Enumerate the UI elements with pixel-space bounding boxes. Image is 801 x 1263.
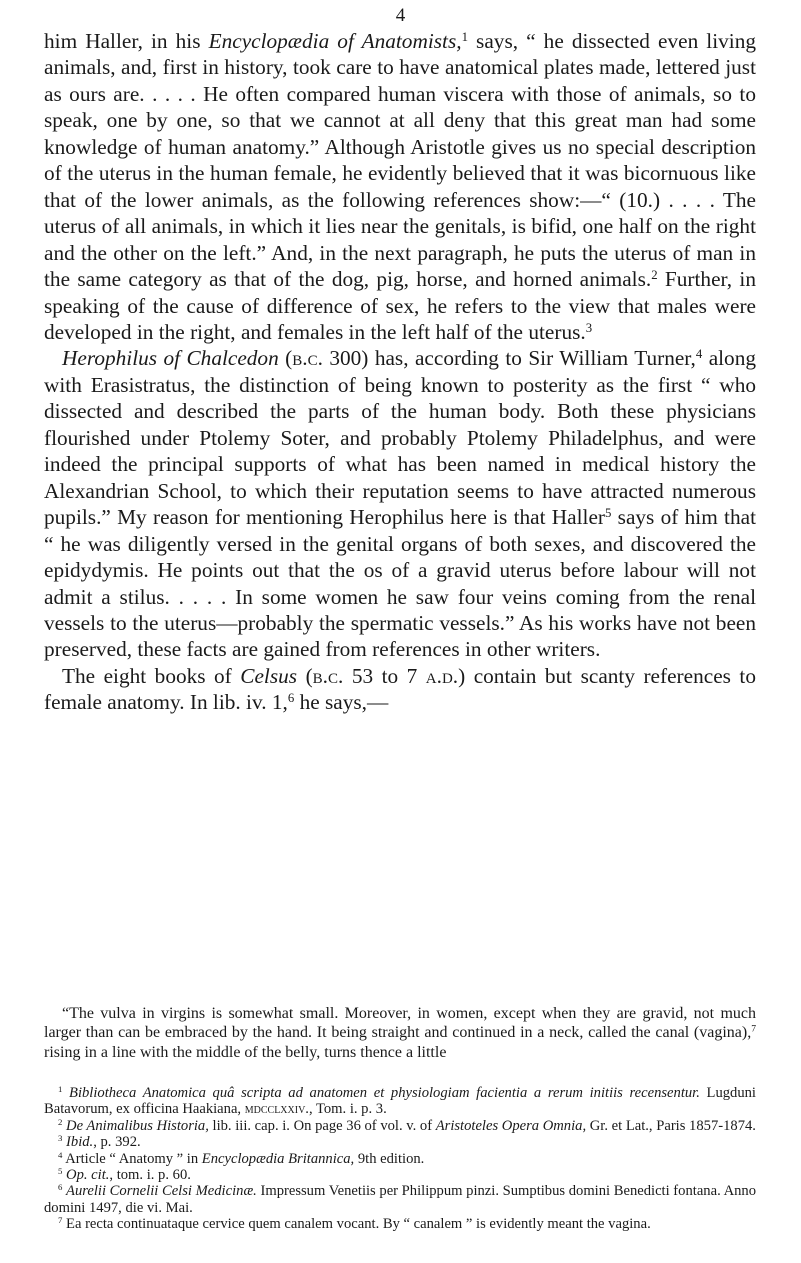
text-run: along with Erasistratus, the distinction of being known to posterity as the first “ who dissected and described the parts of the human body. Both these physicians flourished under Ptolemy Soter, and probably Ptolemy Philadelphus, and were indeed the principal supports of what has been named in medical history the Alexandrian School, to which their reputation seems to have attracted numerous pupils.” My reason for mentioning Herophilus here is that Haller: [44, 346, 757, 530]
footnote-marker: 2: [651, 268, 658, 283]
footnote: [44, 1085, 756, 1118]
text-run: ) contain but scanty references to female anatomy. In lib. iv. 1,: [44, 663, 756, 715]
italic-text: De Animalibus Historia,: [66, 1117, 209, 1134]
text-run: , tom. i. p. 60.: [109, 1167, 191, 1184]
text-run: says, “ he dissected even living animals, and, first in history, took care to have anatomical plates made, lettered just as ours are. . . . . He often compared human viscera with those of animals, so to speak, one by one, so that we cannot at all deny that this great man had some knowledge of human anatomy.” Although Aristotle gives us no special description of the uterus in the human female, he evidently believed that it was bicornuous like that of the lower animals, as the following references show:—“ (10.) . . . . The uterus of all animals, in which it lies near the genitals, is bifid, one half on the right and the other on the left.” And, in the next paragraph, he puts the uterus of man in the same category as that of the dog, pig, horse, and horned animals.: [44, 29, 757, 292]
footnote-marker: 4: [695, 347, 703, 362]
italic-text: Encyclopædia of Anatomists,: [208, 29, 462, 53]
footnote: [44, 1134, 756, 1150]
footnote: [44, 1216, 756, 1232]
paragraph-continuation: [44, 28, 756, 345]
text-run: 300) has, according to Sir William Turner,: [322, 346, 696, 371]
text-run: says of him that “ he was diligently versed in the genital organs of both sexes, and discovered the epidydymis. He points out that the os of a gravid uterus before labour will not admit a stilus. . . . . In some women he saw four veins coming from the renal vessels to the uterus—probably the spermatic vessels.” As his works have not been preserved, these facts are gained from references in other writers.: [44, 505, 756, 662]
italic-text: Ibid.: [66, 1134, 94, 1151]
main-text: [44, 28, 756, 716]
small-caps-text: b.c.: [312, 663, 344, 688]
text-run: , Tom. i. p. 3.: [308, 1101, 387, 1118]
page-number: 4: [395, 5, 406, 26]
footnote-marker: 7: [751, 1024, 756, 1036]
footnote-marker: 7: [58, 1215, 63, 1226]
footnote-marker: 4: [58, 1149, 63, 1160]
text-run: , p. 392.: [93, 1134, 141, 1151]
italic-text: Aristoteles Opera Omnia,: [435, 1117, 587, 1134]
footnote: [44, 1151, 756, 1167]
footnote-marker: 6: [58, 1182, 63, 1193]
footnote: [44, 1183, 756, 1216]
text-run: he says,—: [294, 690, 389, 715]
block-quote: [44, 1004, 756, 1062]
text-run: 9th edition.: [354, 1150, 425, 1167]
italic-text: Herophilus of Chalcedon: [62, 346, 279, 371]
paragraph-celsus: [44, 663, 756, 716]
text-run: 53 to 7: [343, 663, 426, 688]
italic-text: Aurelii Cornelii Celsi Medicinæ.: [66, 1183, 257, 1200]
footnote-marker: 3: [585, 320, 593, 335]
text-run: rising in a line with the middle of the belly, turns thence a little: [44, 1043, 447, 1061]
footnote-marker: 2: [58, 1117, 63, 1127]
footnote: [44, 1118, 756, 1134]
small-caps-text: b.c.: [292, 346, 323, 371]
italic-text: Bibliotheca Anatomica quâ scripta ad anatomen et physiologiam facientia a rerum initiis recensentur.: [69, 1085, 700, 1101]
footnote-marker: 5: [605, 506, 612, 521]
footnote-marker: 3: [58, 1133, 63, 1144]
text-run: Ea recta continuataque cervice quem canalem vocant. By “ canalem ” is evidently meant the vagina.: [62, 1216, 651, 1233]
paragraph-herophilus: [44, 345, 756, 662]
italic-text: Op. cit.: [66, 1167, 110, 1184]
text-run: (: [297, 663, 313, 688]
text-run: lib. iii. cap. i. On page 36 of vol. v. of: [208, 1117, 436, 1134]
italic-text: Celsus: [240, 663, 298, 688]
footnote-marker: 5: [58, 1166, 63, 1177]
footnotes: [44, 1085, 756, 1233]
text-run: “The vulva in virgins is somewhat small. Moreover, in women, except when they are gravid, not much larger than can be embraced by the hand. It being straight and continued in a neck, called the canal (vagina),: [44, 1005, 756, 1042]
italic-text: Encyclopædia Britannica,: [201, 1150, 355, 1167]
text-run: him Haller, in his: [44, 29, 209, 53]
text-run: Further, in speaking of the cause of difference of sex, he refers to the view that males were developed in the right, and females in the left half of the uterus.: [44, 267, 756, 344]
footnote-marker: 1: [461, 29, 468, 44]
text-run: Impressum Venetiis per Philippum pinzi. Sumptibus domini Benedicti fontana. Anno domini 1497, die vi. Mai.: [44, 1183, 756, 1216]
text-run: (: [278, 346, 293, 371]
small-caps-text: a.d.: [425, 663, 459, 688]
quote-text: [44, 1004, 756, 1062]
text-run: The eight books of: [62, 663, 241, 688]
footnote-marker: 6: [287, 691, 295, 706]
footnote-marker: 1: [58, 1084, 63, 1095]
text-run: Article “ Anatomy ” in: [62, 1150, 202, 1167]
text-run: Gr. et Lat., Paris 1857-1874.: [586, 1117, 756, 1134]
footnote: [44, 1167, 756, 1183]
small-caps-text: mdcclxxiv.: [244, 1101, 309, 1118]
text-run: Lugduni Batavorum, ex officina Haakiana,: [44, 1085, 756, 1118]
